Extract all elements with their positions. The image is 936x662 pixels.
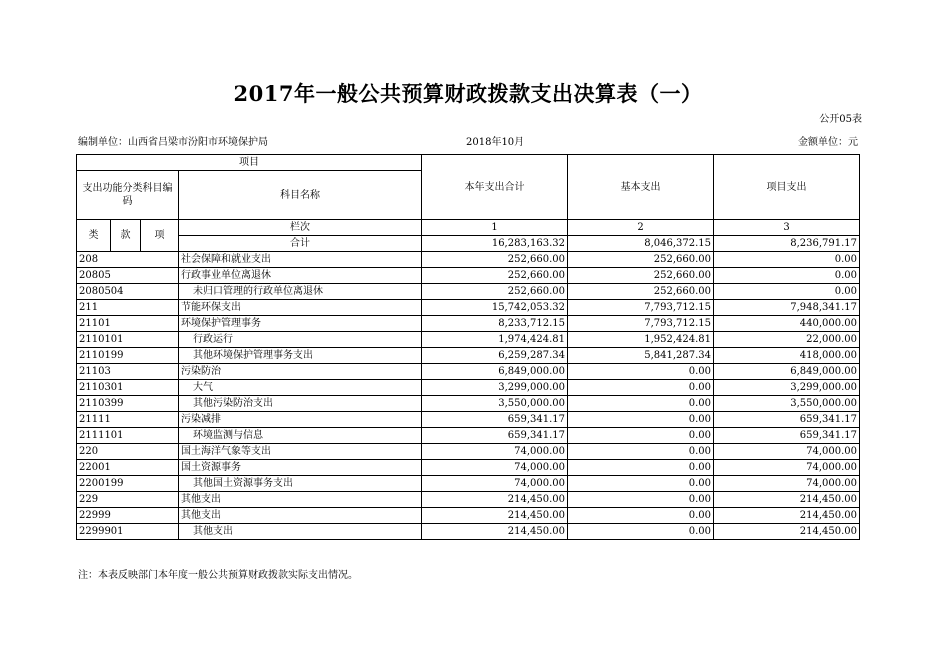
table-row [77,284,860,300]
row-code: 2110399 [77,396,179,412]
header-row-1 [77,155,860,171]
table-row [77,316,860,332]
row-total: 8,233,712.15 [422,316,568,332]
row-subject-name: 其他环境保护管理事务支出 [179,348,422,364]
row-total: 15,742,053.32 [422,300,568,316]
row-total: 659,341.17 [422,428,568,444]
row-code: 208 [77,252,179,268]
row-project: 74,000.00 [714,476,860,492]
table-row [77,332,860,348]
row-subject-name: 行政事业单位离退休 [179,268,422,284]
document-title: 2017年一般公共预算财政拨款支出决算表（一） [233,81,703,106]
table-row [77,364,860,380]
row-project: 659,341.17 [714,428,860,444]
header-subject-name: 科目名称 [179,171,422,220]
row-project: 3,550,000.00 [714,396,860,412]
table-row [77,508,860,524]
row-code: 21111 [77,412,179,428]
row-code: 2110101 [77,332,179,348]
row-basic: 0.00 [568,444,714,460]
footnote: 注：本表反映部门本年度一般公共预算财政拨款实际支出情况。 [78,570,358,581]
row-total: 6,259,287.34 [422,348,568,364]
row-basic: 7,793,712.15 [568,300,714,316]
row-basic: 5,841,287.34 [568,348,714,364]
table-row [77,460,860,476]
table-row [77,444,860,460]
header-column-no: 栏次 [179,220,422,236]
row-total: 214,450.00 [422,524,568,540]
row-subject-name: 其他支出 [179,508,422,524]
row-basic: 0.00 [568,492,714,508]
row-code: 22999 [77,508,179,524]
row-basic: 252,660.00 [568,252,714,268]
table-row [77,252,860,268]
row-code: 2110301 [77,380,179,396]
row-project: 214,450.00 [714,508,860,524]
row-basic: 0.00 [568,476,714,492]
row-project: 214,450.00 [714,492,860,508]
row-subject-name: 未归口管理的行政单位离退休 [179,284,422,300]
compiling-unit: 编制单位：山西省吕梁市汾阳市环境保护局 [78,137,268,148]
report-date: 2018年10月 [466,137,525,148]
table-row [77,348,860,364]
row-basic: 0.00 [568,524,714,540]
header-func-code: 支出功能分类科目编码 [77,171,179,220]
row-project: 7,948,341.17 [714,300,860,316]
row-basic: 0.00 [568,396,714,412]
row-basic: 252,660.00 [568,268,714,284]
row-total: 6,849,000.00 [422,364,568,380]
row-code: 229 [77,492,179,508]
row-basic: 7,793,712.15 [568,316,714,332]
sum-row [77,236,860,252]
row-project: 659,341.17 [714,412,860,428]
row-basic: 0.00 [568,364,714,380]
row-project: 214,450.00 [714,524,860,540]
row-total: 74,000.00 [422,476,568,492]
header-row-colno [77,220,860,236]
row-code: 2111101 [77,428,179,444]
row-code: 211 [77,300,179,316]
row-total: 74,000.00 [422,444,568,460]
row-subject-name: 污染减排 [179,412,422,428]
row-subject-name: 社会保障和就业支出 [179,252,422,268]
row-basic: 0.00 [568,508,714,524]
header-kuan: 款 [111,220,141,252]
row-subject-name: 国土海洋气象等支出 [179,444,422,460]
table-row [77,268,860,284]
row-subject-name: 其他污染防治支出 [179,396,422,412]
row-total: 74,000.00 [422,460,568,476]
amount-unit: 金额单位：元 [798,137,858,148]
row-subject-name: 环境保护管理事务 [179,316,422,332]
row-total: 659,341.17 [422,412,568,428]
row-subject-name: 其他支出 [179,524,422,540]
header-lei: 类 [77,220,111,252]
row-basic: 0.00 [568,460,714,476]
row-code: 21103 [77,364,179,380]
row-code: 22001 [77,460,179,476]
sum-project: 8,236,791.17 [714,236,860,252]
row-total: 3,299,000.00 [422,380,568,396]
header-col2: 2 [568,220,714,236]
row-subject-name: 国土资源事务 [179,460,422,476]
sum-total: 16,283,163.32 [422,236,568,252]
table-body [77,252,860,540]
row-code: 220 [77,444,179,460]
row-basic: 1,952,424.81 [568,332,714,348]
form-id: 公开05表 [819,114,862,125]
row-subject-name: 节能环保支出 [179,300,422,316]
table-row [77,476,860,492]
row-subject-name: 污染防治 [179,364,422,380]
row-total: 3,550,000.00 [422,396,568,412]
header-xiang: 项 [141,220,179,252]
row-project: 74,000.00 [714,444,860,460]
row-code: 2299901 [77,524,179,540]
table-row [77,380,860,396]
sum-label: 合计 [179,236,422,252]
table-row [77,492,860,508]
row-code: 20805 [77,268,179,284]
row-total: 252,660.00 [422,252,568,268]
row-basic: 252,660.00 [568,284,714,300]
row-total: 214,450.00 [422,492,568,508]
row-code: 2110199 [77,348,179,364]
header-item: 项目 [77,155,422,171]
row-project: 74,000.00 [714,460,860,476]
row-total: 252,660.00 [422,284,568,300]
row-total: 252,660.00 [422,268,568,284]
row-basic: 0.00 [568,428,714,444]
row-basic: 0.00 [568,412,714,428]
row-code: 21101 [77,316,179,332]
row-subject-name: 行政运行 [179,332,422,348]
row-project: 22,000.00 [714,332,860,348]
table-row [77,412,860,428]
row-subject-name: 其他国土资源事务支出 [179,476,422,492]
row-project: 0.00 [714,252,860,268]
row-basic: 0.00 [568,380,714,396]
header-col3: 3 [714,220,860,236]
table-row [77,428,860,444]
table-row [77,300,860,316]
row-subject-name: 大气 [179,380,422,396]
table-row [77,524,860,540]
row-project: 440,000.00 [714,316,860,332]
header-project: 项目支出 [714,155,860,220]
row-total: 1,974,424.81 [422,332,568,348]
row-total: 214,450.00 [422,508,568,524]
header-basic: 基本支出 [568,155,714,220]
row-project: 6,849,000.00 [714,364,860,380]
sum-basic: 8,046,372.15 [568,236,714,252]
header-col1: 1 [422,220,568,236]
expenditure-table [76,154,860,540]
row-subject-name: 环境监测与信息 [179,428,422,444]
row-subject-name: 其他支出 [179,492,422,508]
row-project: 0.00 [714,284,860,300]
header-total: 本年支出合计 [422,155,568,220]
table-row [77,396,860,412]
row-project: 0.00 [714,268,860,284]
row-code: 2080504 [77,284,179,300]
row-project: 3,299,000.00 [714,380,860,396]
row-project: 418,000.00 [714,348,860,364]
row-code: 2200199 [77,476,179,492]
